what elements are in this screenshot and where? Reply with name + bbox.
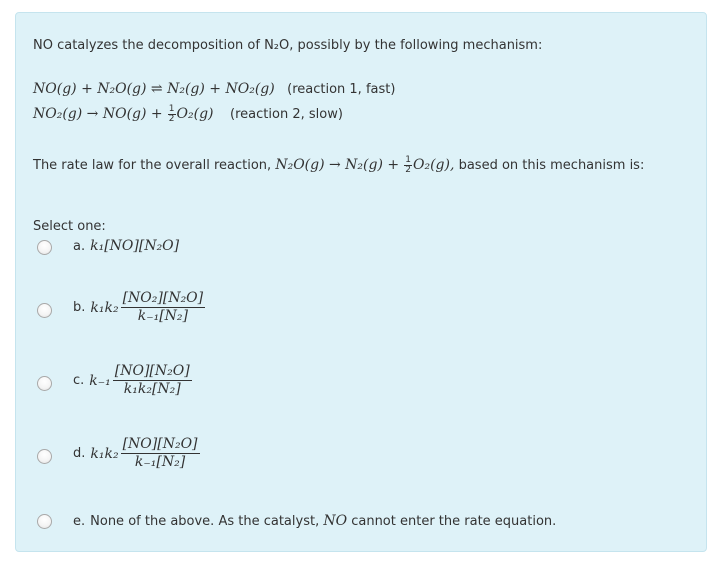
option-d-denominator: k₋₁[N₂]: [134, 454, 186, 470]
option-e-species: NO: [323, 513, 348, 529]
reaction-2: [33, 105, 343, 124]
option-d-fraction: [121, 437, 200, 470]
option-b-fraction: [121, 291, 206, 324]
option-d-prefix: k₁k₂: [90, 445, 119, 462]
option-d-numerator: [NO][N₂O]: [122, 436, 198, 452]
option-b-prefix: k₁k₂: [90, 299, 119, 316]
option-c[interactable]: c. k₋₁ $\frac{\text{[NO][N₂O]}}{\text{k₁k₂[N₂]}}$: [73, 363, 190, 397]
option-e[interactable]: e. None of the above. As the catalyst, NO cannot enter the rate equation.: [73, 513, 557, 529]
option-b-denominator: k₋₁[N₂]: [137, 308, 188, 324]
select-one-label: Select one:: [33, 219, 106, 234]
overall-right: O₂(g),: [413, 157, 455, 173]
option-a-expr: k₁[NO][N₂O]: [90, 238, 180, 254]
option-c-prefix: k₋₁: [89, 372, 111, 389]
option-d[interactable]: d. k₁k₂ $\frac{\text{[NO][N₂O]}}{\text{k₋₁[N₂]}}$: [73, 436, 198, 470]
overall-left: N₂O(g) → N₂(g) +: [275, 157, 400, 173]
half-fraction: $\frac{1}{2}$: [168, 104, 175, 124]
question-intro: NO catalyzes the decomposition of N₂O, possibly by the following mechanism:: [33, 38, 543, 53]
option-b[interactable]: b. k₁k₂ $\frac{\text{[NO₂][N₂O]}}{\text{k₋₁[N₂]}}$: [73, 290, 204, 324]
option-e-radio[interactable]: [37, 514, 52, 529]
option-d-radio[interactable]: [37, 449, 52, 464]
option-c-fraction: [113, 364, 192, 397]
reaction-2-right: O₂(g): [176, 106, 214, 122]
reaction-1-equation: NO(g) + N₂O(g) ⇌ N₂(g) + NO₂(g): [33, 81, 275, 97]
option-a-radio[interactable]: [37, 240, 52, 255]
question-prompt: The rate law for the overall reaction, N₂O(g) → N₂(g) + $\frac{1}{2}$ O₂(g), based on this mechanism is:: [33, 155, 645, 175]
option-a[interactable]: a. k₁[NO][N₂O]: [73, 238, 180, 254]
option-c-numerator: [NO][N₂O]: [114, 363, 190, 379]
option-c-radio[interactable]: [37, 376, 52, 391]
reaction-1: [33, 81, 395, 98]
reaction-2-note: (reaction 2, slow): [230, 107, 343, 122]
option-b-numerator: [NO₂][N₂O]: [122, 290, 204, 306]
reaction-1-note: (reaction 1, fast): [287, 82, 396, 97]
option-b-radio[interactable]: [37, 303, 52, 318]
option-c-denominator: k₁k₂[N₂]: [123, 381, 181, 397]
reaction-2-left: NO₂(g) → NO(g) +: [33, 106, 163, 122]
overall-half-fraction: $\frac{1}{2}$: [405, 155, 411, 175]
